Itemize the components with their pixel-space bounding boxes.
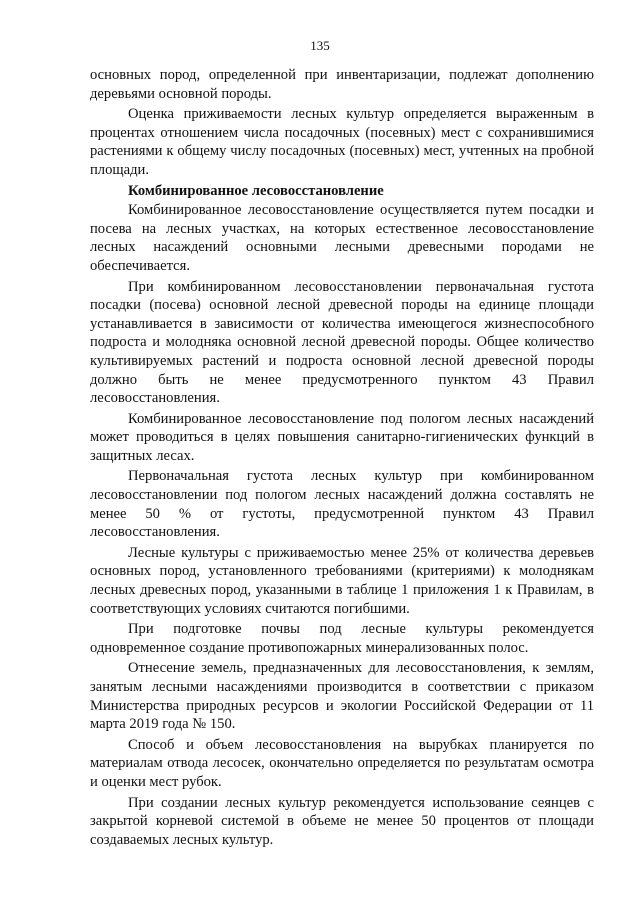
paragraph: Отнесение земель, предназначенных для лесовосстановления, к землям, занятым лесными насаждениями производится в соответствии с приказом Министерства природных ресурсов и экологии Российской Федерации от 11 марта 2019 года № 150. — [90, 660, 594, 733]
page-content — [90, 66, 594, 851]
paragraph: При подготовке почвы под лесные культуры рекомендуется одновременное создание противопожарных минерализованных полос. — [90, 621, 594, 656]
paragraph: Комбинированное лесовосстановление под пологом лесных насаждений может проводиться в целях повышения санитарно-гигиенических функций в защитных лесах. — [90, 410, 594, 464]
page-number: 135 — [310, 38, 330, 53]
paragraph: Первоначальная густота лесных культур при комбинированном лесовосстановлении под пологом лесных насаждений должна составлять не менее 50 % от густоты, предусмотренной пунктом 43 Правил лесовосстановления. — [90, 468, 594, 541]
paragraph: При комбинированном лесовосстановлении первоначальная густота посадки (посева) основной лесной древесной породы на единице площади устанавливается в зависимости от количества имеющегося жизнеспособного подроста и молодняка основной лесной древесной породы. Общее количество культивируемых растений и подроста основной лесной древесной породы должно быть не менее предусмотренного пунктом 43 Правил лесовосстановления. — [90, 278, 594, 407]
paragraph: При создании лесных культур рекомендуется использование сеянцев с закрытой корневой системой в объеме не менее 50 процентов от площади создаваемых лесных культур. — [90, 794, 594, 848]
paragraph: Лесные культуры с приживаемостью менее 25% от количества деревьев основных пород, установленного требованиями (критериями) к молоднякам лесных древесных пород, указанными в таблице 1 приложения 1 к Правилам, в соответствующих условиях считаются погибшими. — [90, 544, 594, 617]
paragraph: Оценка приживаемости лесных культур определяется выраженным в процентах отношением числа посадочных (посевных) мест с сохранившимися растениями к общему числу посадочных (посевных) мест, учтенных на пробной площади. — [90, 106, 594, 178]
paragraph: Способ и объем лесовосстановления на вырубках планируется по материалам отвода лесосек, окончательно определяется по результатам осмотра и оценки мест рубок. — [90, 736, 594, 790]
section-heading: Комбинированное лесовосстановление — [128, 182, 384, 199]
paragraph-continuation: основных пород, определенной при инвентаризации, подлежат дополнению деревьями основной породы. — [90, 67, 594, 102]
paragraph: Комбинированное лесовосстановление осуществляется путем посадки и посева на лесных участках, на которых естественное лесовосстановление лесных насаждений основными лесными древесными породами не обеспечивается. — [90, 202, 594, 274]
